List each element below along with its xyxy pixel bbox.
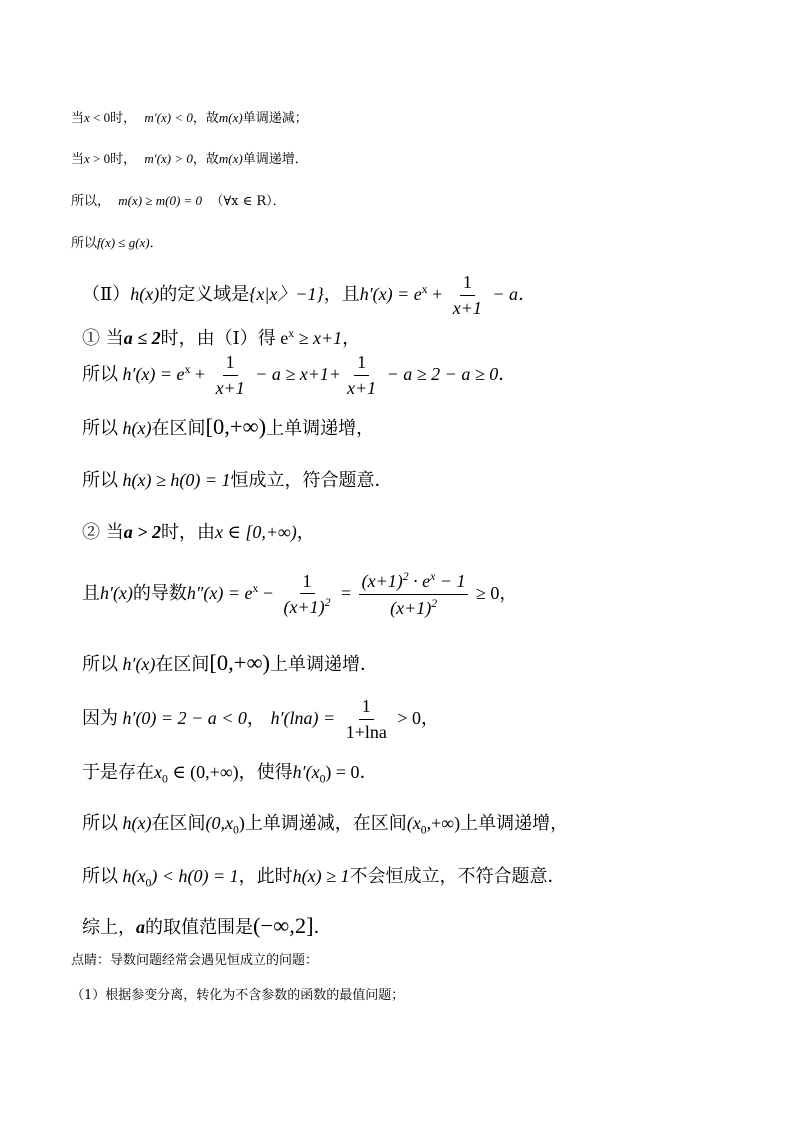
text: 时，由: [161, 522, 215, 543]
math-interval: (−∞,2]: [253, 913, 314, 938]
text: 时，: [110, 152, 137, 167]
text: ，: [246, 708, 271, 730]
math-expr: m(x) ≥ m(0) = 0: [118, 193, 203, 208]
math-expr: − a ≥ 2 − a ≥ 0: [382, 364, 499, 385]
fraction: [344, 352, 379, 398]
text: 所以: [82, 813, 118, 834]
text: ．: [518, 284, 537, 306]
math-expr: m′(x) < 0: [144, 110, 193, 125]
text: ．: [313, 917, 332, 938]
text: 所以: [71, 236, 98, 251]
math-interval: ): [238, 813, 245, 833]
math-expr: h′(0) = 2 − a < 0: [118, 708, 247, 729]
fraction-denominator: x+1: [215, 377, 245, 398]
line-m-min: [71, 190, 286, 209]
line-part2-domain: [82, 272, 536, 318]
math-sup: 2: [324, 596, 331, 610]
math-expr: ) = 0: [325, 762, 360, 782]
line-summary: [82, 913, 332, 939]
line-case2-conclusion: [82, 862, 565, 890]
text: ．: [149, 236, 163, 251]
case-marker: ②: [82, 522, 100, 543]
math-condition: a ≤ 2: [123, 328, 161, 348]
math-condition: （∀x ∈ R）．: [210, 194, 286, 209]
fraction-numerator: [359, 570, 469, 595]
line-case2-exists: [82, 758, 378, 786]
text: 不会恒成立，不符合题意．: [349, 866, 566, 887]
math-expr: h(x) ≥ 1: [292, 866, 350, 886]
math-var: x: [84, 110, 90, 125]
math-expr: e: [275, 328, 289, 348]
math-set: {x|x〉−1}: [249, 284, 324, 305]
math-interval: [0,+∞): [205, 414, 267, 439]
text: 所以: [82, 866, 118, 887]
text: ，: [342, 328, 361, 349]
math-expr: ≥ 0: [471, 583, 500, 604]
text: 所以，: [71, 194, 111, 209]
line-case1-derivative: [82, 352, 516, 398]
math-sup: x: [430, 570, 436, 583]
math-sup: 2: [402, 570, 409, 583]
text: 综上，: [82, 917, 136, 938]
math-expr: h(x: [118, 866, 146, 886]
text: 当: [100, 328, 124, 349]
math-expr: − 1: [435, 571, 466, 591]
text: ，使得: [238, 762, 293, 783]
line-m-increasing: [71, 148, 308, 167]
math-op: −: [258, 583, 278, 604]
fraction: [359, 570, 469, 618]
text: 所以: [82, 418, 118, 439]
math-expr: ∈ (0,+∞): [167, 762, 239, 782]
text: 时，由（Ⅰ）得: [160, 328, 276, 349]
fraction-numerator: 1: [359, 696, 374, 720]
math-interval: (0,x: [205, 813, 233, 833]
text: ，且: [323, 284, 360, 306]
fraction-denominator: [281, 594, 334, 618]
math-expr: − a: [487, 284, 519, 305]
line-f-le-g: [71, 232, 163, 251]
line-case2-values: [82, 696, 439, 742]
math-condition: a > 2: [123, 522, 161, 542]
line-m-decreasing: [71, 107, 308, 126]
part-label: （Ⅱ）: [82, 284, 131, 306]
math-expr: x ∈ [0,+∞): [215, 522, 297, 542]
math-expr: (x+1): [283, 597, 325, 618]
math-expr: > 0: [392, 708, 421, 729]
fraction-denominator: x+1: [347, 377, 377, 398]
math-interval: [0,+∞): [209, 650, 271, 675]
math-expr: ≥ x+1: [294, 328, 343, 348]
math-sup: x: [288, 327, 295, 340]
text: ，: [421, 708, 439, 730]
text: 当: [100, 522, 124, 543]
text: 所以: [82, 470, 118, 491]
text: 时，: [110, 111, 137, 126]
math-expr: (x+1): [361, 571, 403, 591]
math-expr: h(x) ≥ h(0) = 1: [118, 470, 231, 490]
math-sup: x: [421, 283, 428, 297]
math-expr: m′(x) > 0: [144, 151, 193, 166]
math-expr: h′(x): [118, 654, 156, 674]
math-expr: h′(x): [100, 583, 133, 604]
fraction-denominator: x+1: [452, 297, 482, 318]
text: 在区间: [151, 813, 206, 834]
math-expr: ) < h(0) = 1: [151, 866, 239, 886]
math-sub: 0: [162, 772, 168, 786]
math-expr: f(x) ≤ g(x): [97, 235, 150, 250]
math-sub: 0: [420, 823, 427, 837]
text: ，: [296, 522, 315, 543]
line-case1-conclusion: [82, 466, 393, 492]
text: ．: [359, 762, 378, 783]
math-var: a: [136, 917, 145, 937]
text: ，此时: [238, 866, 293, 887]
math-expr: h′(x) = e: [118, 364, 185, 385]
text: 于是存在: [82, 762, 154, 783]
math-sub: 0: [319, 772, 326, 786]
math-expr: > 0: [89, 151, 111, 166]
line-case1: [82, 324, 360, 350]
fraction-numerator: 1: [460, 272, 475, 296]
math-expr: < 0: [89, 110, 111, 125]
text: 当: [71, 111, 85, 126]
text: 的取值范围是: [145, 917, 253, 938]
math-sup: x: [252, 582, 259, 596]
line-case2-intervals: [82, 809, 568, 837]
math-sup: 2: [431, 596, 438, 610]
text: ，: [499, 583, 518, 605]
math-op: =: [336, 583, 356, 604]
math-expr: (x+1): [390, 597, 432, 618]
math-expr: · e: [408, 571, 431, 591]
text: 在区间: [151, 418, 206, 439]
fraction: [343, 696, 390, 742]
text: 当: [71, 152, 85, 167]
text: 恒成立，符合题意．: [230, 470, 393, 491]
text: 上单调递增，: [266, 418, 375, 439]
fraction: [281, 571, 334, 618]
math-expr: h′(x) = e: [359, 284, 422, 305]
math-var: x: [84, 151, 90, 166]
math-sub: 0: [232, 823, 239, 837]
math-op: +: [190, 364, 210, 385]
math-var: x: [154, 762, 162, 782]
text: 因为: [82, 708, 118, 730]
text: ，故: [192, 111, 219, 126]
text: 单调递减；: [242, 111, 308, 126]
line-case2-second-derivative: [82, 570, 517, 618]
text: 所以: [82, 654, 118, 675]
math-expr: h′(lna) =: [270, 708, 340, 729]
math-expr: h″(x) = e: [186, 583, 253, 604]
fraction-numerator: 1: [223, 352, 238, 376]
fraction-numerator: 1: [300, 571, 315, 595]
line-case2-monotone: [82, 650, 378, 676]
note-heading: 点睛：导数问题经常会遇见恒成立的问题：: [71, 953, 319, 968]
fraction-numerator: 1: [354, 352, 369, 376]
text: 所以: [82, 364, 118, 386]
math-op: +: [427, 284, 447, 305]
text: ，故: [192, 152, 219, 167]
math-expr: h(x): [118, 418, 152, 438]
math-interval: ,+∞): [426, 813, 461, 833]
text: 的导数: [132, 583, 187, 605]
text: ．: [498, 364, 517, 386]
text: 单调递增．: [242, 152, 308, 167]
math-expr: − a ≥ x+1+: [250, 364, 342, 385]
line-case1-monotone: [82, 414, 374, 440]
math-expr: h′(x: [292, 762, 320, 782]
math-expr: h(x): [118, 813, 152, 833]
note-item-1: （1）根据参变分离，转化为不含参数的函数的最值问题；: [71, 988, 405, 1003]
math-expr: m(x): [218, 110, 243, 125]
math-interval: (x: [406, 813, 421, 833]
fraction: [213, 352, 248, 398]
text: 在区间: [155, 654, 210, 675]
text: 上单调递减，在区间: [244, 813, 407, 834]
math-sup: x: [184, 363, 191, 377]
text: 的定义域是: [159, 284, 250, 306]
math-sub: 0: [145, 876, 152, 890]
math-expr: h(x): [130, 284, 160, 305]
fraction-denominator: [387, 595, 440, 619]
text: 且: [82, 583, 100, 605]
text: 上单调递增．: [270, 654, 379, 675]
case-marker: ①: [82, 328, 100, 349]
fraction: [450, 272, 485, 318]
math-expr: m(x): [218, 151, 243, 166]
text: 上单调递增，: [460, 813, 569, 834]
fraction-denominator: 1+lna: [345, 721, 387, 742]
line-case2: [82, 518, 315, 544]
